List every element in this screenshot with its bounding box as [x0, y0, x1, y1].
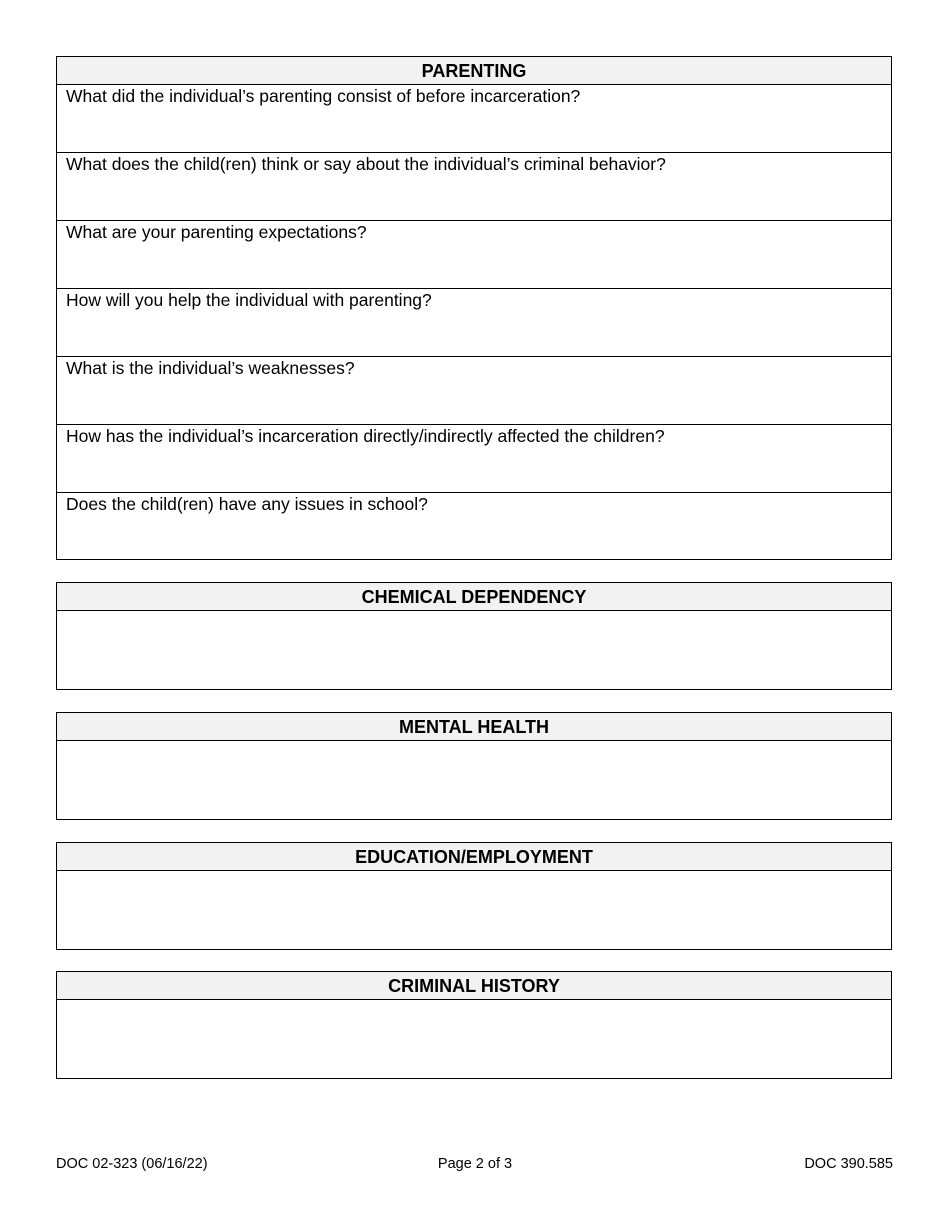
- help-question-row: [57, 289, 891, 357]
- footer-page-number: Page 2 of 3: [437, 1156, 513, 1172]
- parenting-answer-field[interactable]: [66, 109, 882, 148]
- child-view-question-label: What does the child(ren) think or say about the individual’s criminal behavior?: [66, 154, 666, 174]
- help-answer-field[interactable]: [66, 313, 882, 352]
- criminal-history-header: CRIMINAL HISTORY: [57, 972, 891, 1000]
- school-issues-question-row: [57, 493, 891, 559]
- parenting-question-row: [57, 85, 891, 153]
- weaknesses-question-row: [57, 357, 891, 425]
- chemical-dependency-answer-field[interactable]: [57, 611, 891, 689]
- education-employment-answer-field[interactable]: [57, 871, 891, 949]
- mental-health-header: MENTAL HEALTH: [57, 713, 891, 741]
- footer-statute: DOC 390.585: [804, 1156, 893, 1172]
- education-employment-header: EDUCATION/EMPLOYMENT: [57, 843, 891, 871]
- mental-health-answer-field[interactable]: [57, 741, 891, 819]
- expectations-question-row: [57, 221, 891, 289]
- weaknesses-answer-field[interactable]: [66, 381, 882, 420]
- school-issues-answer-field[interactable]: [66, 517, 882, 555]
- chemical-dependency-section: [56, 582, 892, 690]
- criminal-history-answer-field[interactable]: [57, 1000, 891, 1078]
- expectations-answer-field[interactable]: [66, 245, 882, 284]
- chemical-dependency-header: CHEMICAL DEPENDENCY: [57, 583, 891, 611]
- school-issues-question-label: Does the child(ren) have any issues in school?: [66, 494, 428, 514]
- incarceration-effect-question-label: How has the individual’s incarceration directly/indirectly affected the children?: [66, 426, 665, 446]
- help-question-label: How will you help the individual with parenting?: [66, 290, 432, 310]
- parenting-header: PARENTING: [57, 57, 891, 85]
- parenting-question-label: What did the individual’s parenting consist of before incarceration?: [66, 86, 581, 106]
- expectations-question-label: What are your parenting expectations?: [66, 222, 367, 242]
- incarceration-effect-answer-field[interactable]: [66, 449, 882, 488]
- incarceration-effect-question-row: [57, 425, 891, 493]
- footer-form-number: DOC 02-323 (06/16/22): [56, 1156, 208, 1172]
- child-view-question-row: [57, 153, 891, 221]
- criminal-history-section: [56, 971, 892, 1079]
- parenting-section: [56, 56, 892, 560]
- weaknesses-question-label: What is the individual’s weaknesses?: [66, 358, 355, 378]
- education-employment-section: [56, 842, 892, 950]
- child-view-answer-field[interactable]: [66, 177, 882, 216]
- mental-health-section: [56, 712, 892, 820]
